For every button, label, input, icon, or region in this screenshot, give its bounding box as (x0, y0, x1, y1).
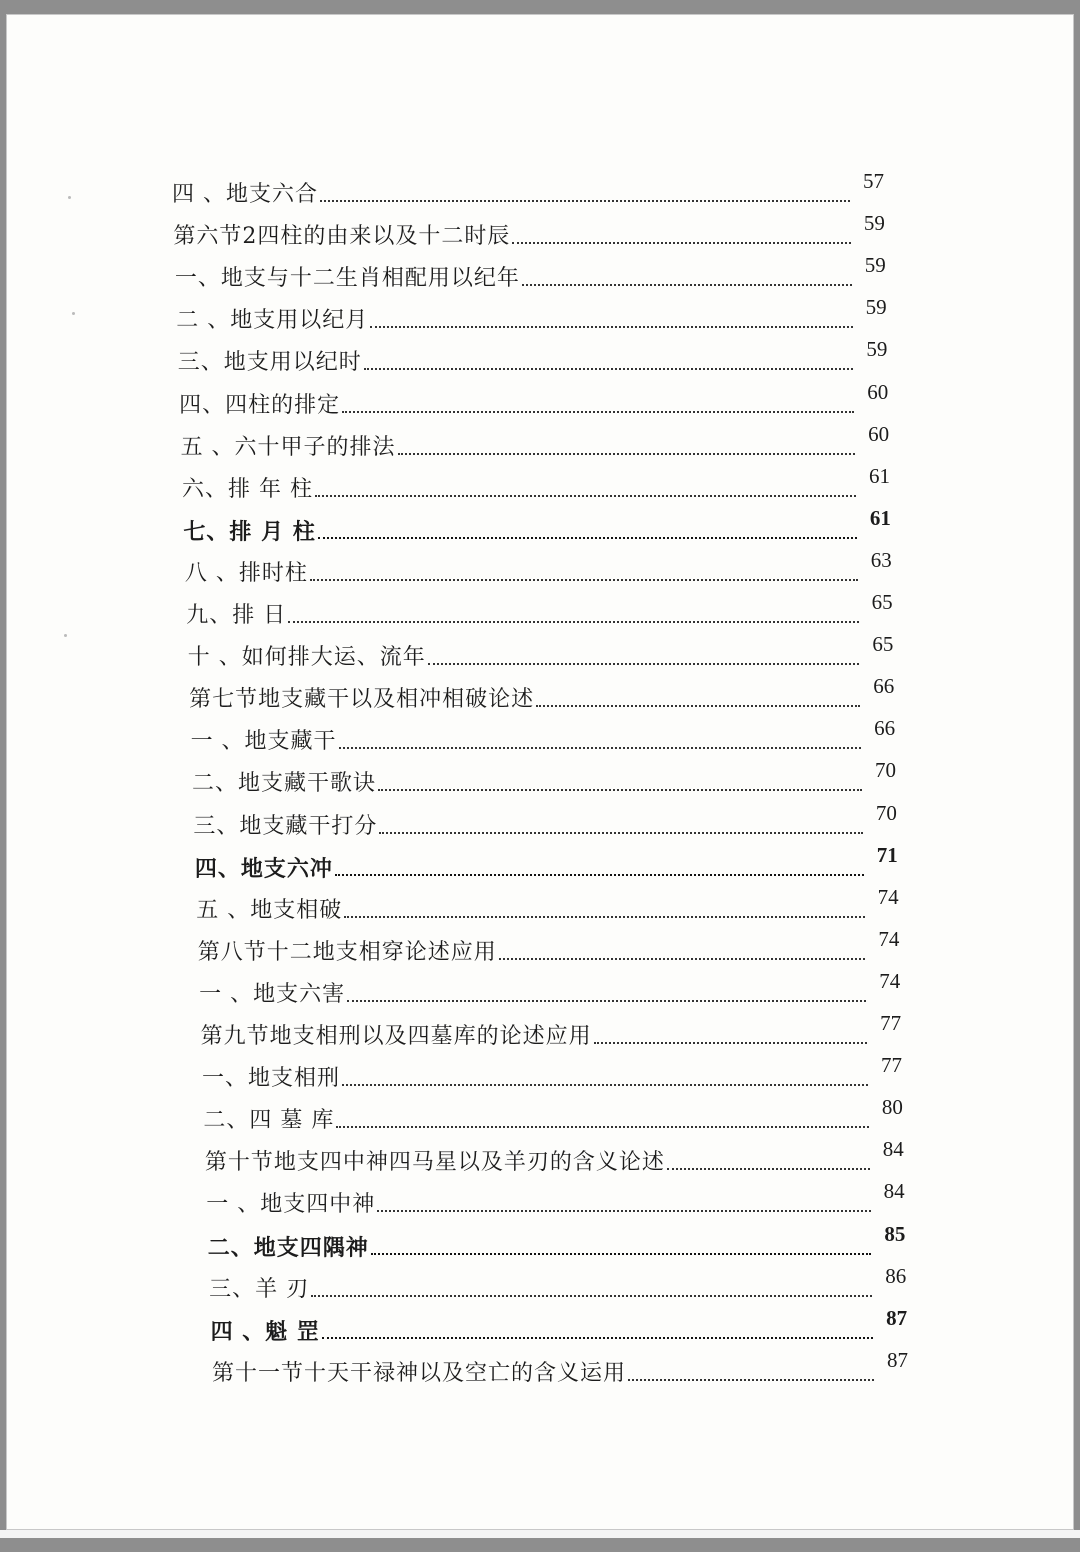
table-of-contents (6, 14, 1074, 1530)
toc-entry-title: 九、排 日 (186, 603, 287, 628)
dot-leader (398, 453, 856, 455)
toc-entry (182, 463, 890, 503)
dot-leader (522, 284, 852, 286)
toc-entry (207, 1221, 906, 1261)
dot-leader (288, 621, 858, 623)
toc-entry-page-number: 65 (871, 590, 893, 614)
toc-entry-page-number: 66 (874, 716, 896, 741)
dot-leader (379, 832, 862, 834)
toc-entry-page-number: 84 (882, 1137, 904, 1162)
toc-entry (180, 421, 890, 461)
toc-entry-page-number: 61 (869, 505, 891, 530)
toc-entry-title: 五 、地支相破 (196, 897, 343, 923)
toc-entry-page-number: 63 (870, 547, 892, 572)
toc-entry (210, 1305, 908, 1345)
toc-entry (183, 505, 891, 545)
toc-entry-page-number: 77 (881, 1053, 902, 1078)
dot-leader (347, 1000, 866, 1002)
toc-entry (192, 758, 896, 797)
toc-entry (190, 716, 896, 755)
toc-entry (204, 1137, 904, 1176)
toc-entry-title: 二、四 墓 库 (203, 1108, 335, 1134)
toc-entry-title: 第七节地支藏干以及相冲相破论述 (189, 687, 535, 713)
dot-leader (377, 1210, 870, 1212)
dot-leader (344, 916, 864, 918)
dot-leader (336, 1126, 868, 1128)
scan-speck (72, 312, 75, 315)
toc-entry-title: 一 、地支藏干 (190, 729, 337, 755)
toc-entry (199, 968, 901, 1008)
toc-entry-page-number: 61 (869, 463, 890, 488)
toc-entry-page-number: 84 (883, 1179, 905, 1204)
toc-entry-title: 第八节十二地支相穿论述应用 (197, 939, 497, 965)
toc-entry-page-number: 60 (868, 421, 890, 446)
scan-speck (64, 634, 67, 637)
toc-entry-title: 四、四柱的排定 (179, 392, 341, 418)
toc-entry (177, 337, 888, 376)
toc-entry-title: 三、地支藏干打分 (193, 813, 378, 839)
toc-entry-page-number: 80 (881, 1095, 903, 1120)
toc-entry (186, 590, 893, 629)
toc-entry (176, 295, 887, 334)
toc-entry-page-number: 74 (877, 884, 899, 909)
toc-entry (174, 253, 886, 292)
toc-entry-page-number: 71 (876, 842, 898, 867)
toc-entry-title: 八 、排时柱 (184, 560, 308, 586)
toc-entry-title: 三、羊 刃 (209, 1276, 310, 1302)
toc-entry-title: 第十一节十天干禄神以及空亡的含义运用 (212, 1360, 627, 1386)
toc-entry-title: 二 、地支用以纪月 (176, 308, 369, 334)
toc-entry-title: 四 、魁 罡 (210, 1318, 320, 1345)
toc-entry-page-number: 74 (879, 968, 901, 993)
dot-leader (428, 663, 860, 665)
toc-entry-page-number: 70 (875, 800, 897, 825)
dot-leader (512, 242, 850, 244)
scan-speck (68, 196, 71, 199)
toc-entry-page-number: 77 (880, 1011, 902, 1035)
toc-entry (172, 169, 884, 208)
dot-leader (371, 1253, 872, 1255)
dot-leader (335, 874, 864, 876)
toc-entry-title: 一 、地支六害 (199, 981, 346, 1007)
dot-leader (628, 1379, 874, 1381)
toc-entry (196, 884, 899, 924)
toc-entry-page-number: 86 (885, 1263, 907, 1288)
toc-entry-title: 四 、地支六合 (172, 182, 318, 207)
toc-entry (184, 547, 892, 587)
toc-entry (212, 1347, 908, 1387)
toc-entry-title: 三、地支用以纪时 (177, 350, 362, 376)
toc-entry (173, 211, 885, 250)
toc-entry-title: 二、地支藏干歌诀 (192, 771, 377, 797)
dot-leader (320, 200, 850, 202)
toc-entry (189, 674, 895, 713)
dot-leader (499, 958, 866, 960)
toc-entry-page-number: 74 (878, 926, 900, 951)
dot-leader (378, 789, 862, 791)
toc-entry-title: 二、地支四隅神 (207, 1234, 369, 1261)
dot-leader (318, 537, 857, 539)
toc-entry (194, 842, 898, 882)
toc-entry-title: 十 、如何排大运、流年 (187, 645, 426, 671)
dot-leader (364, 368, 854, 370)
toc-entry (187, 632, 894, 671)
toc-entry-title: 一、地支与十二生肖相配用以纪年 (174, 266, 520, 292)
toc-entry (193, 800, 897, 840)
toc-entry-page-number: 60 (867, 379, 889, 404)
toc-entry (179, 379, 889, 419)
toc-entry (197, 926, 900, 966)
toc-entry-page-number: 66 (873, 674, 895, 699)
toc-entry (209, 1263, 907, 1303)
toc-entry-page-number: 57 (863, 169, 884, 193)
toc-entry (202, 1053, 902, 1092)
toc-entry-title: 七、排 月 柱 (183, 518, 316, 545)
toc-entry-title: 六、排 年 柱 (182, 476, 313, 502)
toc-entry-title: 第十节地支四中神四马星以及羊刃的含义论述 (204, 1150, 665, 1176)
toc-entry-page-number: 87 (887, 1347, 908, 1372)
toc-entry-page-number: 59 (863, 211, 885, 236)
dot-leader (594, 1042, 868, 1044)
page-bottom-edge (0, 1530, 1080, 1538)
toc-entry-page-number: 87 (886, 1305, 908, 1330)
toc-entry-page-number: 85 (884, 1221, 906, 1246)
dot-leader (667, 1168, 870, 1170)
toc-entry (203, 1095, 903, 1134)
document-page (6, 14, 1074, 1530)
dot-leader (322, 1337, 873, 1339)
toc-entry-title: 第六节2四柱的由来以及十二时辰 (173, 224, 511, 250)
toc-entry (200, 1011, 902, 1050)
dot-leader (536, 705, 860, 707)
toc-entry-title: 一、地支相刑 (202, 1066, 341, 1092)
dot-leader (310, 579, 858, 581)
dot-leader (339, 747, 862, 749)
dot-leader (342, 1084, 868, 1086)
toc-entry-page-number: 59 (865, 295, 887, 320)
toc-entry-title: 四、地支六冲 (194, 855, 333, 882)
dot-leader (315, 495, 856, 497)
dot-leader (342, 411, 854, 413)
toc-entry (206, 1179, 905, 1218)
toc-entry-page-number: 59 (864, 253, 886, 278)
toc-entry-page-number: 59 (866, 337, 888, 362)
dot-leader (311, 1295, 872, 1297)
toc-entry-title: 五 、六十甲子的排法 (180, 434, 396, 460)
toc-entry-page-number: 65 (872, 632, 894, 657)
toc-entry-title: 一 、地支四中神 (206, 1192, 376, 1218)
toc-entry-page-number: 70 (875, 758, 896, 783)
toc-entry-title: 第九节地支相刑以及四墓库的论述应用 (200, 1024, 592, 1049)
dot-leader (370, 326, 852, 328)
